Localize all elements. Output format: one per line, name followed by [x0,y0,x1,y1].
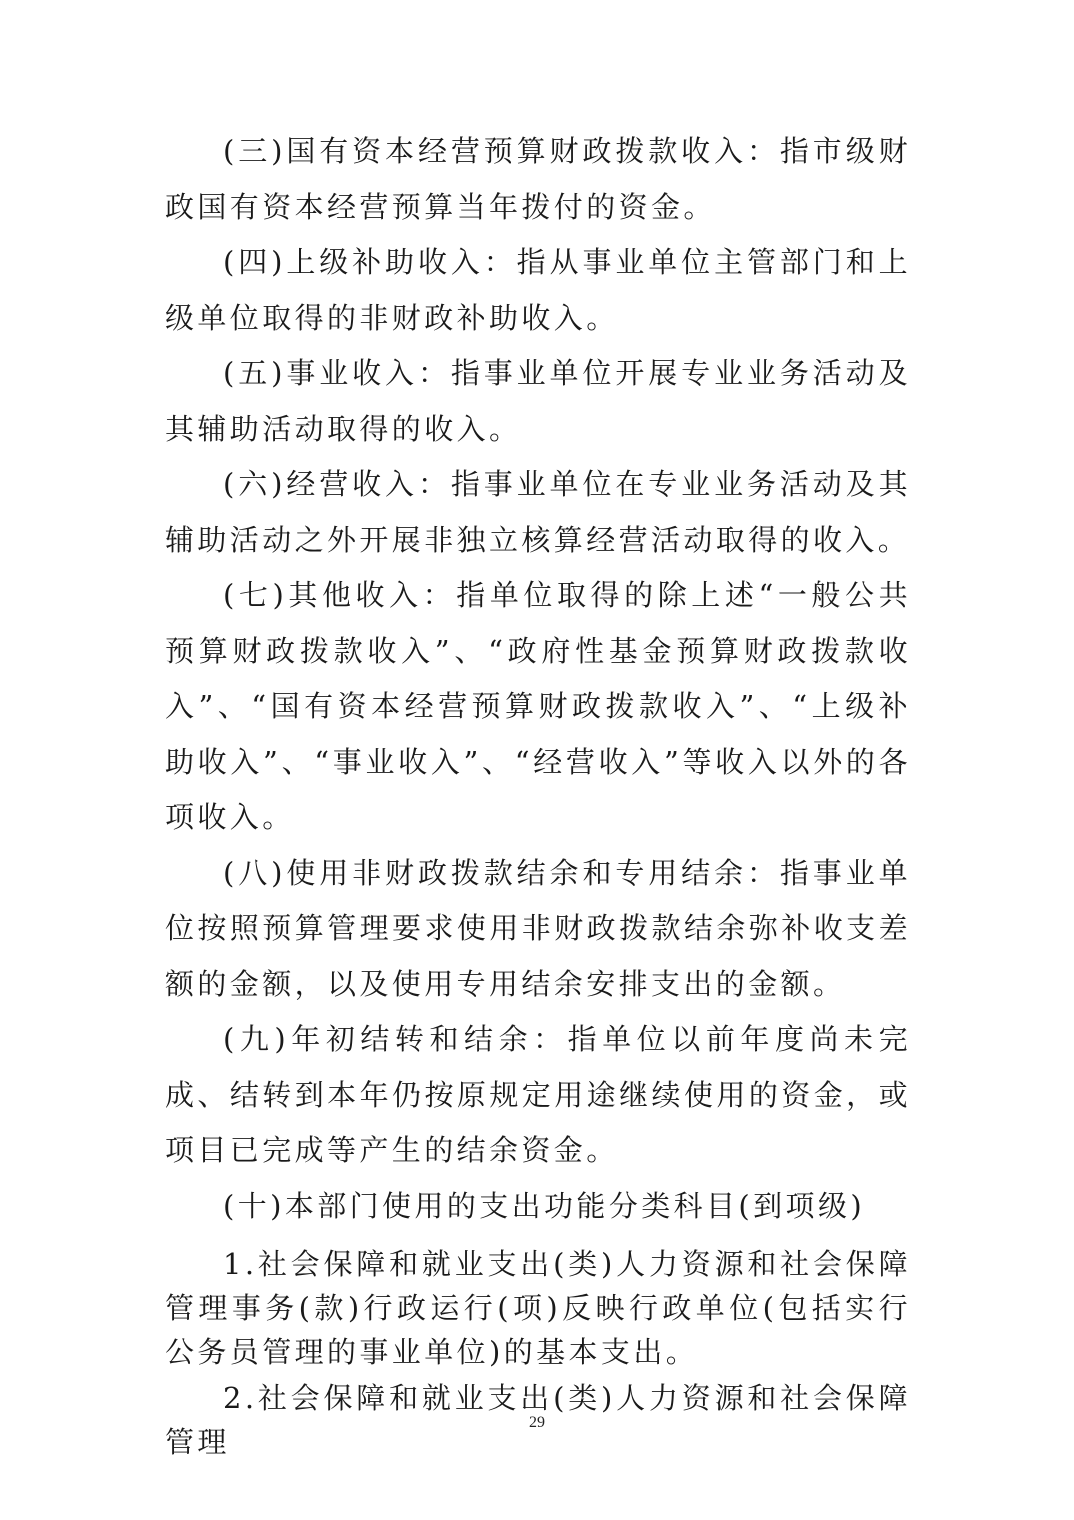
list-item-1: 1.社会保障和就业支出(类)人力资源和社会保障管理事务(款)行政运行(项)反映行政单位(包括实行公务员管理的事业单位)的基本支出。 [165,1247,911,1369]
paragraph-state-capital-revenue: (三)国有资本经营预算财政拨款收入：指市级财政国有资本经营预算当年拨付的资金。 [165,134,911,224]
paragraph-operating-revenue: (六)经营收入：指事业单位在专业业务活动及其辅助活动之外开展非独立核算经营活动取得的收入。 [165,467,911,557]
paragraph-other-revenue: (七)其他收入：指单位取得的除上述“一般公共预算财政拨款收入”、“政府性基金预算财政拨款收入”、“国有资本经营预算财政拨款收入”、“上级补助收入”、“事业收入”、“经营收入”等收入以外的各项收入。 [165,578,911,834]
paragraph-carryover-balance: (九)年初结转和结余：指单位以前年度尚未完成、结转到本年仍按原规定用途继续使用的资金，或项目已完成等产生的结余资金。 [165,1022,911,1167]
list-item-2: 2.社会保障和就业支出(类)人力资源和社会保障管理 [165,1381,911,1459]
paragraph-non-fiscal-balance: (八)使用非财政拨款结余和专用结余：指事业单位按照预算管理要求使用非财政拨款结余弥补收支差额的金额，以及使用专用结余安排支出的金额。 [165,855,911,1001]
paragraph-superior-subsidy: (四)上级补助收入：指从事业单位主管部门和上级单位取得的非财政补助收入。 [165,245,911,335]
paragraph-business-revenue: (五)事业收入：指事业单位开展专业业务活动及其辅助活动取得的收入。 [165,356,911,446]
page-number: 29 [529,1414,545,1431]
paragraph-expenditure-classification: (十)本部门使用的支出功能分类科目(到项级) [223,1188,866,1223]
document-body [165,124,911,1464]
